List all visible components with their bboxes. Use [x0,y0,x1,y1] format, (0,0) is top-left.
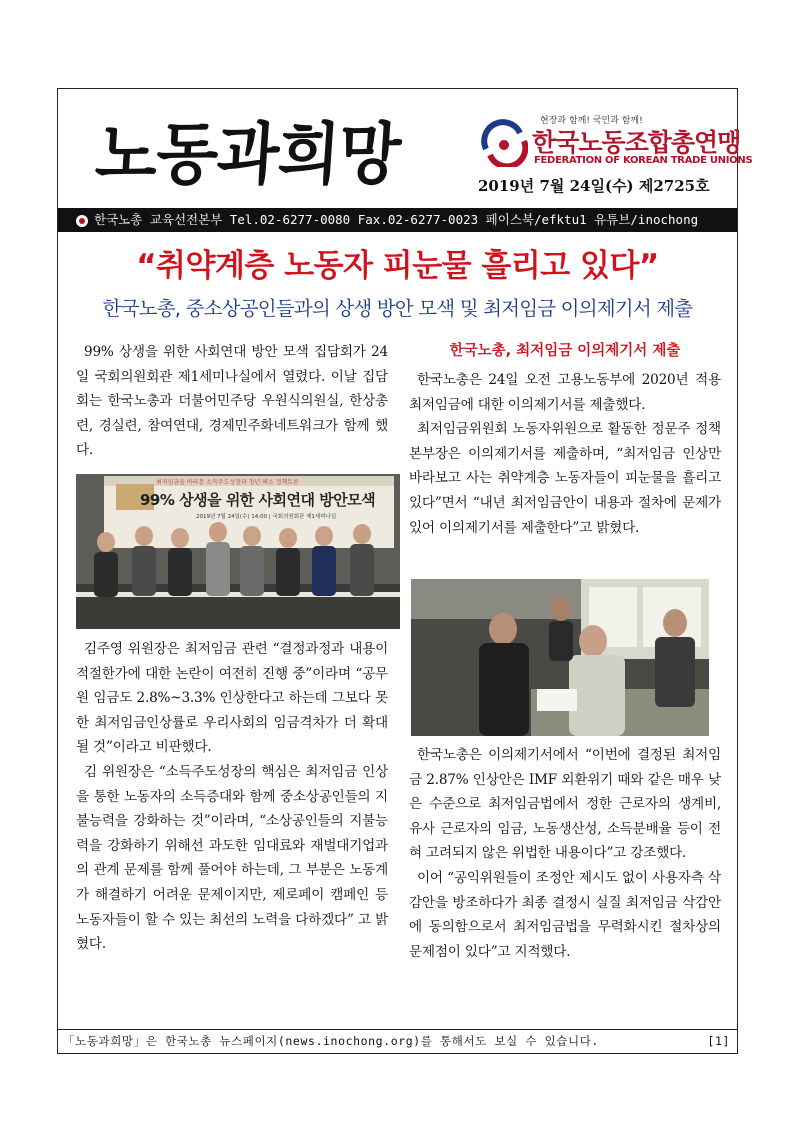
right-paragraph-3: 한국노총은 이의제기서에서 “이번에 결정된 최저임금 2.87% 인상안은 IMF 외환위기 때와 같은 매우 낮은 수준으로 최저임금법에서 정한 근로자의 생계비, 유사 근로자의 임금, 노동생산성, 소득분배율 등이 전혀 고려되지 않은 위법한 내용이다”고 강조했다. [409,747,721,862]
page-number: [1] [707,1034,730,1048]
federation-emblem-icon [480,119,528,167]
submission-photo [411,579,709,736]
headline: “취약계층 노동자 피눈물 흘리고 있다” [136,248,659,284]
left-article-intro [76,340,388,463]
subheadline: 한국노총, 중소상공인들과의 상생 방안 모색 및 최저임금 이의제기서 제출 [102,297,693,320]
union-logo-icon [76,215,88,227]
right-paragraph-2: 최저임금위원회 노동자위원으로 활동한 정문주 정책본부장은 이의제기서를 제출하며, “최저임금 인상만 바라보고 사는 취약계층 노동자들이 피눈물을 흘리고 있다”면서 “내년 최저임금안이 내용과 절차에 문제가 있어 이의제기서를 제출한다”고 밝혔다. [409,421,721,536]
footer-text: 「노동과희망」은 한국노총 뉴스페이지(news.inochong.org)를 통해서도 보실 수 있습니다. [63,1034,599,1048]
masthead [58,89,753,207]
submission-photo-image [411,579,709,736]
issue-date: 2019년 7월 24일(수) 제2725호 [478,177,710,195]
federation-english-name: FEDERATION OF KOREAN TRADE UNIONS [534,155,753,166]
left-paragraph-1: 99% 상생을 위한 사회연대 방안 모색 집담회가 24일 국회의원회관 제1세미나실에서 열렸다. 이날 집담회는 한국노총과 더불어민주당 우원식의원실, 한상총련, 경실련, 참여연대, 경제민주화네트워크가 함께 했다. [76,344,388,459]
federation-slogan: 현장과 함께! 국민과 함께! [540,116,643,126]
seminar-banner-title: 99% 상생을 위한 사회연대 방안모색 [140,491,376,509]
seminar-banner-small: 최저임금을 바라본 소득주도성장과 청년 해소 정책토론 [156,479,299,486]
left-paragraph-3: 김 위원장은 “소득주도성장의 핵심은 최저임금 인상을 통한 노동자의 소득증대와 함께 중소상공인들의 지불능력을 강화하는 것”이라며, “소상공인들의 지불능력을 강화하기 위해선 과도한 임대료와 재벌대기업과의 관계 문제를 함께 풀어야 하는데, 그 부분은 노동계가 해결하기 어려운 문제이지만, 제로페이 캠페인 등 노동자들이 할 수 있는 최선의 노력을 다하겠다” 고 밝혔다. [76,763,388,953]
right-article-intro [409,368,721,540]
federation-name: 한국노동조합총연맹 [532,128,741,157]
contact-info-bar [58,208,737,232]
side-article-heading: 한국노총, 최저임금 이의제기서 제출 [449,343,681,359]
footer [57,1029,738,1054]
seminar-banner-date: 2019년 7월 24일(수) 14:00 | 국회의원회관 제1세미나실 [196,514,337,520]
left-article-body [76,637,388,957]
right-article-body [409,743,721,964]
seminar-photo [76,474,400,629]
left-paragraph-2: 김주영 위원장은 최저임금 관련 “결정과정과 내용이 적절한가에 대한 논란이 여전히 진행 중”이라며 “공무원 임금도 2.8%~3.3% 인상한다고 하는데 그보다 못한 최저임금인상률로 우리사회의 임금격차가 더 확대될 것”이라고 비판했다. [76,641,388,756]
right-paragraph-4: 이어 “공익위원들이 조정안 제시도 없이 사용자측 삭감안을 방조하다가 최종 결정시 실질 최저임금 삭감안에 동의함으로서 최저임금법을 무력화시킨 절차상의 문제점이 있다”고 지적했다. [409,869,721,960]
contact-info-text: 한국노총 교육선전본부 Tel.02-6277-0080 Fax.02-6277-0023 페이스북/efktu1 유튜브/inochong [94,212,699,227]
right-paragraph-1: 한국노총은 24일 오전 고용노동부에 2020년 적용 최저임금에 대한 이의제기서를 제출했다. [409,372,721,413]
federation-logo [480,113,753,173]
newsletter-logo: 노동과희망 [92,116,403,195]
